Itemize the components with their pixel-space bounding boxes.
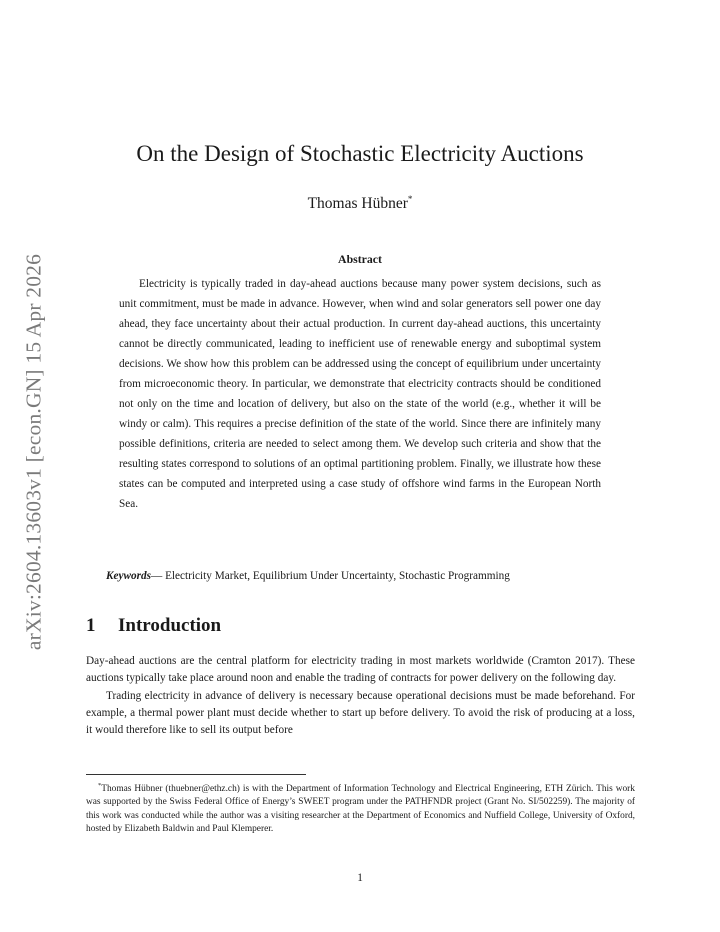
author-footnote	[86, 779, 635, 836]
section-title: Introduction	[118, 615, 222, 636]
author-line	[0, 195, 720, 213]
introduction-body	[86, 653, 635, 739]
keywords-label: Keywords	[106, 570, 151, 582]
section-number: 1	[86, 615, 96, 636]
keywords-line	[106, 570, 626, 582]
paper-title: On the Design of Stochastic Electricity Auctions	[136, 141, 584, 166]
author-name: Thomas Hübner	[307, 195, 408, 212]
footnote-rule	[86, 774, 306, 775]
page-number: 1	[357, 872, 363, 884]
intro-paragraph-1: Day-ahead auctions are the central platform for electricity trading in most markets worldwide (Cramton 2017). These auctions typically take place around noon and enable the trading of contracts for power delivery on the following day.	[86, 655, 635, 685]
footnote-mark: *	[98, 782, 102, 789]
keywords-separator: —	[151, 570, 166, 582]
author-footnote-mark: *	[407, 194, 413, 204]
keywords-list: Electricity Market, Equilibrium Under Uncertainty, Stochastic Programming	[165, 570, 510, 582]
footnote-text: Thomas Hübner (thuebner@ethz.ch) is with the Department of Information Technology and Electrical Engineering, ETH Zürich. This work was supported by the Swiss Federal Office of Energy’s SWEET program under the PATHFNDR project (Grant No. SI/502259). The majority of this work was conducted while the author was a visiting researcher at the Department of Economics and Nuffield College, University of Oxford, hosted by Elizabeth Baldwin and Paul Klemperer.	[86, 784, 635, 834]
arxiv-identifier-stamp: arXiv:2604.13603v1 [econ.GN] 15 Apr 2026	[21, 253, 46, 651]
intro-paragraph-2: Trading electricity in advance of delivery is necessary because operational decisions must be made beforehand. For example, a thermal power plant must decide whether to start up before delivery. To avoid the risk of producing at a loss, it would therefore like to sell its output before	[86, 689, 635, 737]
section-heading	[86, 615, 221, 637]
abstract-heading: Abstract	[338, 252, 382, 266]
abstract-text: Electricity is typically traded in day-ahead auctions because many power system decisions, such as unit commitment, must be made in advance. However, when wind and solar generators sell power one day ahead, they face uncertainty about their actual production. In current day-ahead auctions, this uncertainty cannot be directly communicated, leading to inefficient use of renewable energy and suboptimal system decisions. We show how this problem can be addressed using the concept of equilibrium under uncertainty from microeconomic theory. In particular, we demonstrate that electricity contracts should be conditioned not only on the time and location of delivery, but also on the state of the world (e.g., whether it will be windy or calm). This requires a precise definition of the state of the world. Since there are infinitely many possible definitions, criteria are needed to select among them. We develop such criteria and show that the resulting states correspond to solutions of an optimal partitioning problem. Finally, we illustrate how these states can be computed and interpreted using a case study of offshore wind farms in the European North Sea.	[119, 278, 601, 510]
